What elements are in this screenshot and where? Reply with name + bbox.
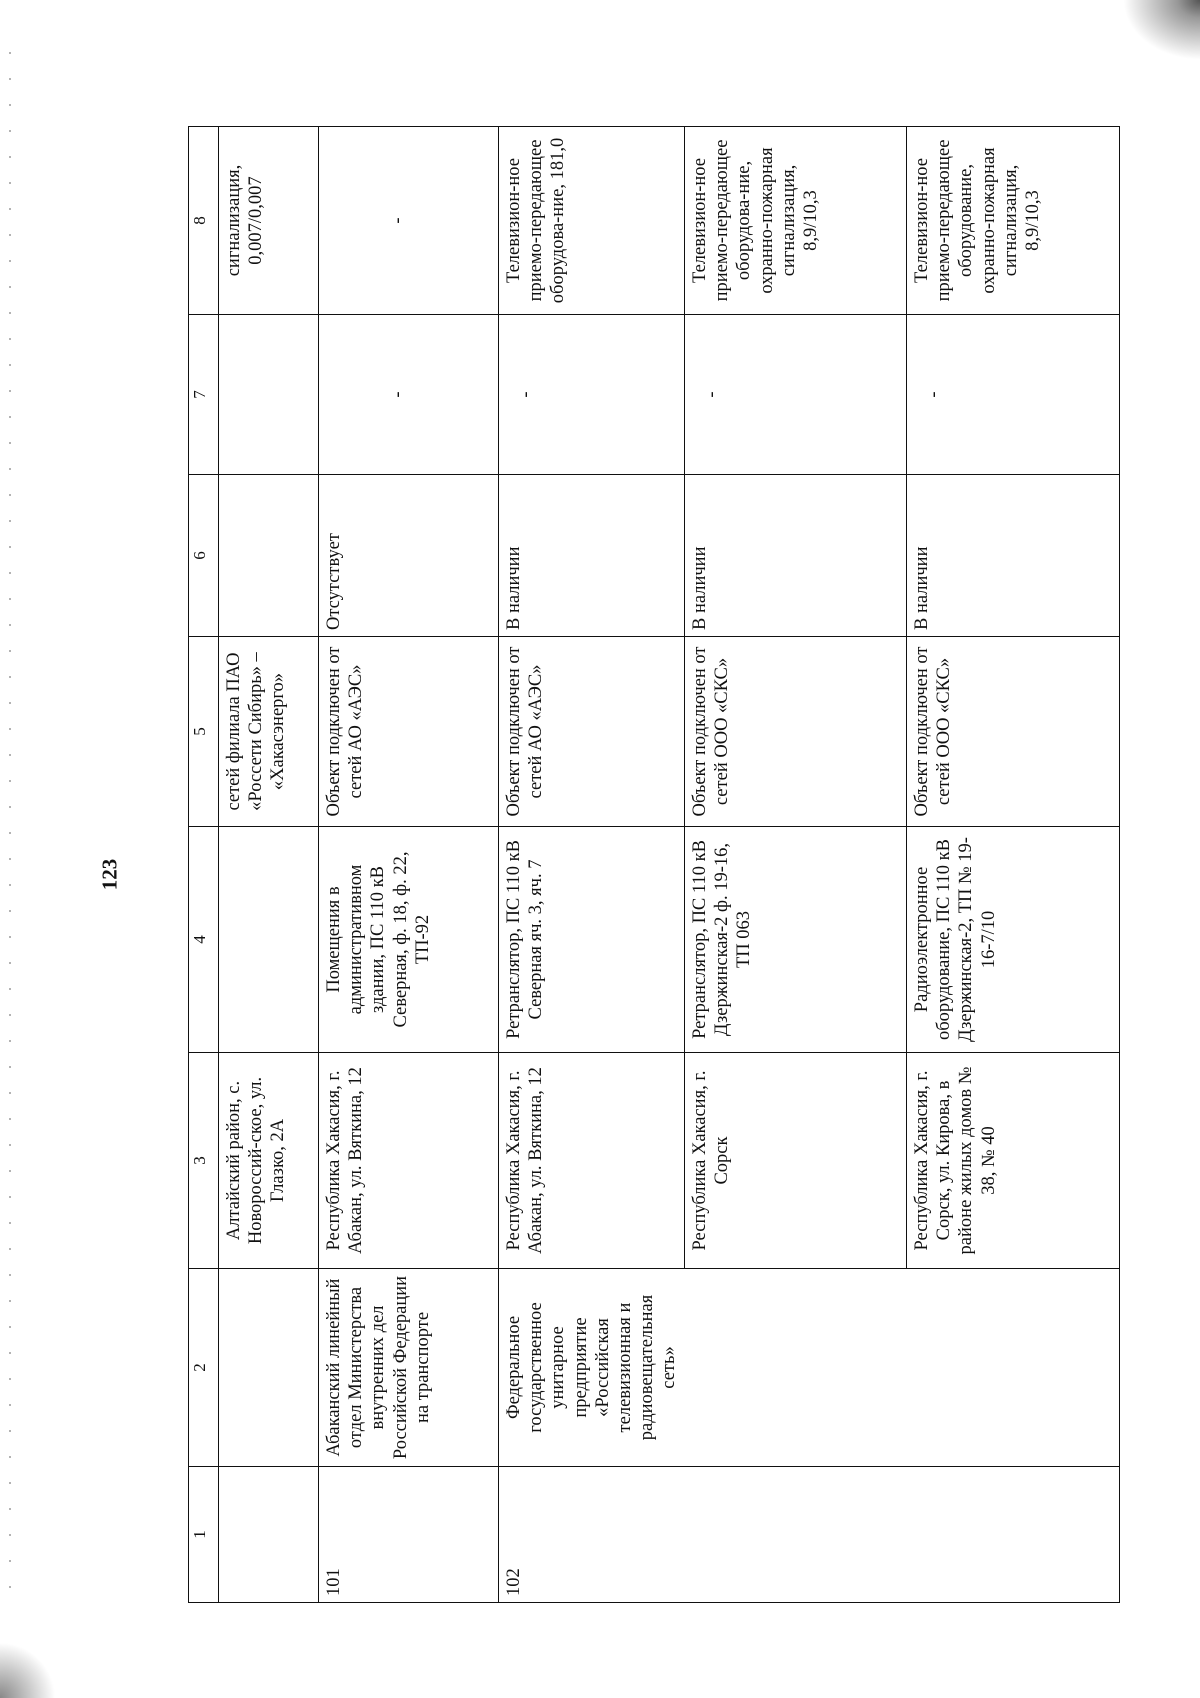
header-row [189,127,219,1603]
column-header: 8 [189,127,219,315]
rotated-table [188,127,1120,1603]
cell-object: Ретранслятор, ПС 110 кВ Северная яч. 3, яч. 7 [499,827,685,1053]
cell-organization: Абаканский линейный отдел Министерства внутренних дел Российской Федерации на транспорте [319,1269,499,1467]
cell-equipment-load: Телевизион-ное приемо-передающее оборудова-ние, охранно-пожарная сигнализация, 8,9/10,3 [685,127,907,315]
cell-number [685,1467,907,1603]
table-row [907,127,1120,1603]
column-header: 5 [189,637,219,827]
cell-backup-source: В наличии [907,475,1120,637]
cell-backup-source: Отсутствует [319,475,499,637]
scan-corner-shadow [1110,0,1200,70]
scan-punch-marks [8,40,12,1600]
table-row [499,127,685,1603]
cell-connection: сетей филиала ПАО «Россети Сибирь» – «Хакасэнерго» [219,637,319,827]
column-header: 4 [189,827,219,1053]
cell-connection: Объект подключен от сетей ООО «СКС» [685,637,907,827]
cell-equipment-load: - [319,127,499,315]
cell-backup-source [219,475,319,637]
data-table [188,126,1120,1603]
cell-col7: - [685,315,907,475]
cell-equipment-load: сигнализация, 0,007/0,007 [219,127,319,315]
cell-equipment-load: Телевизион-ное приемо-передающее оборудова-ние, 181,0 [499,127,685,315]
cell-address: Республика Хакасия, г. Сорск, ул. Кирова, в районе жилых домов № 38, № 40 [907,1053,1120,1269]
cell-address: Республика Хакасия, г. Абакан, ул. Вяткина, 12 [319,1053,499,1269]
cell-object: Радиоэлектронное оборудование, ПС 110 кВ Дзержинская-2, ТП № 19-16-7/10 [907,827,1120,1053]
cell-organization: Федеральное государственное унитарное предприятие «Российская телевизионная и радиовещательная сеть» [499,1269,685,1467]
column-header: 6 [189,475,219,637]
cell-equipment-load: Телевизион-ное приемо-передающее оборудование, охранно-пожарная сигнализация, 8,9/10,3 [907,127,1120,315]
column-header: 3 [189,1053,219,1269]
cell-address: Алтайский район, с. Новороссий-ское, ул. Глазко, 2А [219,1053,319,1269]
cell-col7 [219,315,319,475]
cell-number [907,1467,1120,1603]
cell-number: 101 [319,1467,499,1603]
cell-number [219,1467,319,1603]
cell-connection: Объект подключен от сетей АО «АЭС» [319,637,499,827]
column-header: 1 [189,1467,219,1603]
cell-organization [219,1269,319,1467]
table-row [319,127,499,1603]
cell-object [219,827,319,1053]
table-row [219,127,319,1603]
cell-organization [907,1269,1120,1467]
cell-connection: Объект подключен от сетей ООО «СКС» [907,637,1120,827]
cell-object: Помещения в административном здании, ПС 110 кВ Северная, ф. 18, ф. 22, ТП-92 [319,827,499,1053]
cell-backup-source: В наличии [499,475,685,637]
cell-object: Ретранслятор, ПС 110 кВ Дзержинская-2 ф. 19-16, ТП 063 [685,827,907,1053]
cell-number: 102 [499,1467,685,1603]
column-header: 7 [189,315,219,475]
cell-organization [685,1269,907,1467]
cell-col7: - [319,315,499,475]
table-row [685,127,907,1603]
cell-backup-source: В наличии [685,475,907,637]
cell-col7: - [907,315,1120,475]
column-header: 2 [189,1269,219,1467]
cell-address: Республика Хакасия, г. Абакан, ул. Вяткина, 12 [499,1053,685,1269]
scan-corner-shadow-bottom [0,1638,60,1698]
cell-col7: - [499,315,685,475]
page-number: 123 [97,858,122,891]
cell-connection: Объект подключен от сетей АО «АЭС» [499,637,685,827]
cell-address: Республика Хакасия, г. Сорск [685,1053,907,1269]
